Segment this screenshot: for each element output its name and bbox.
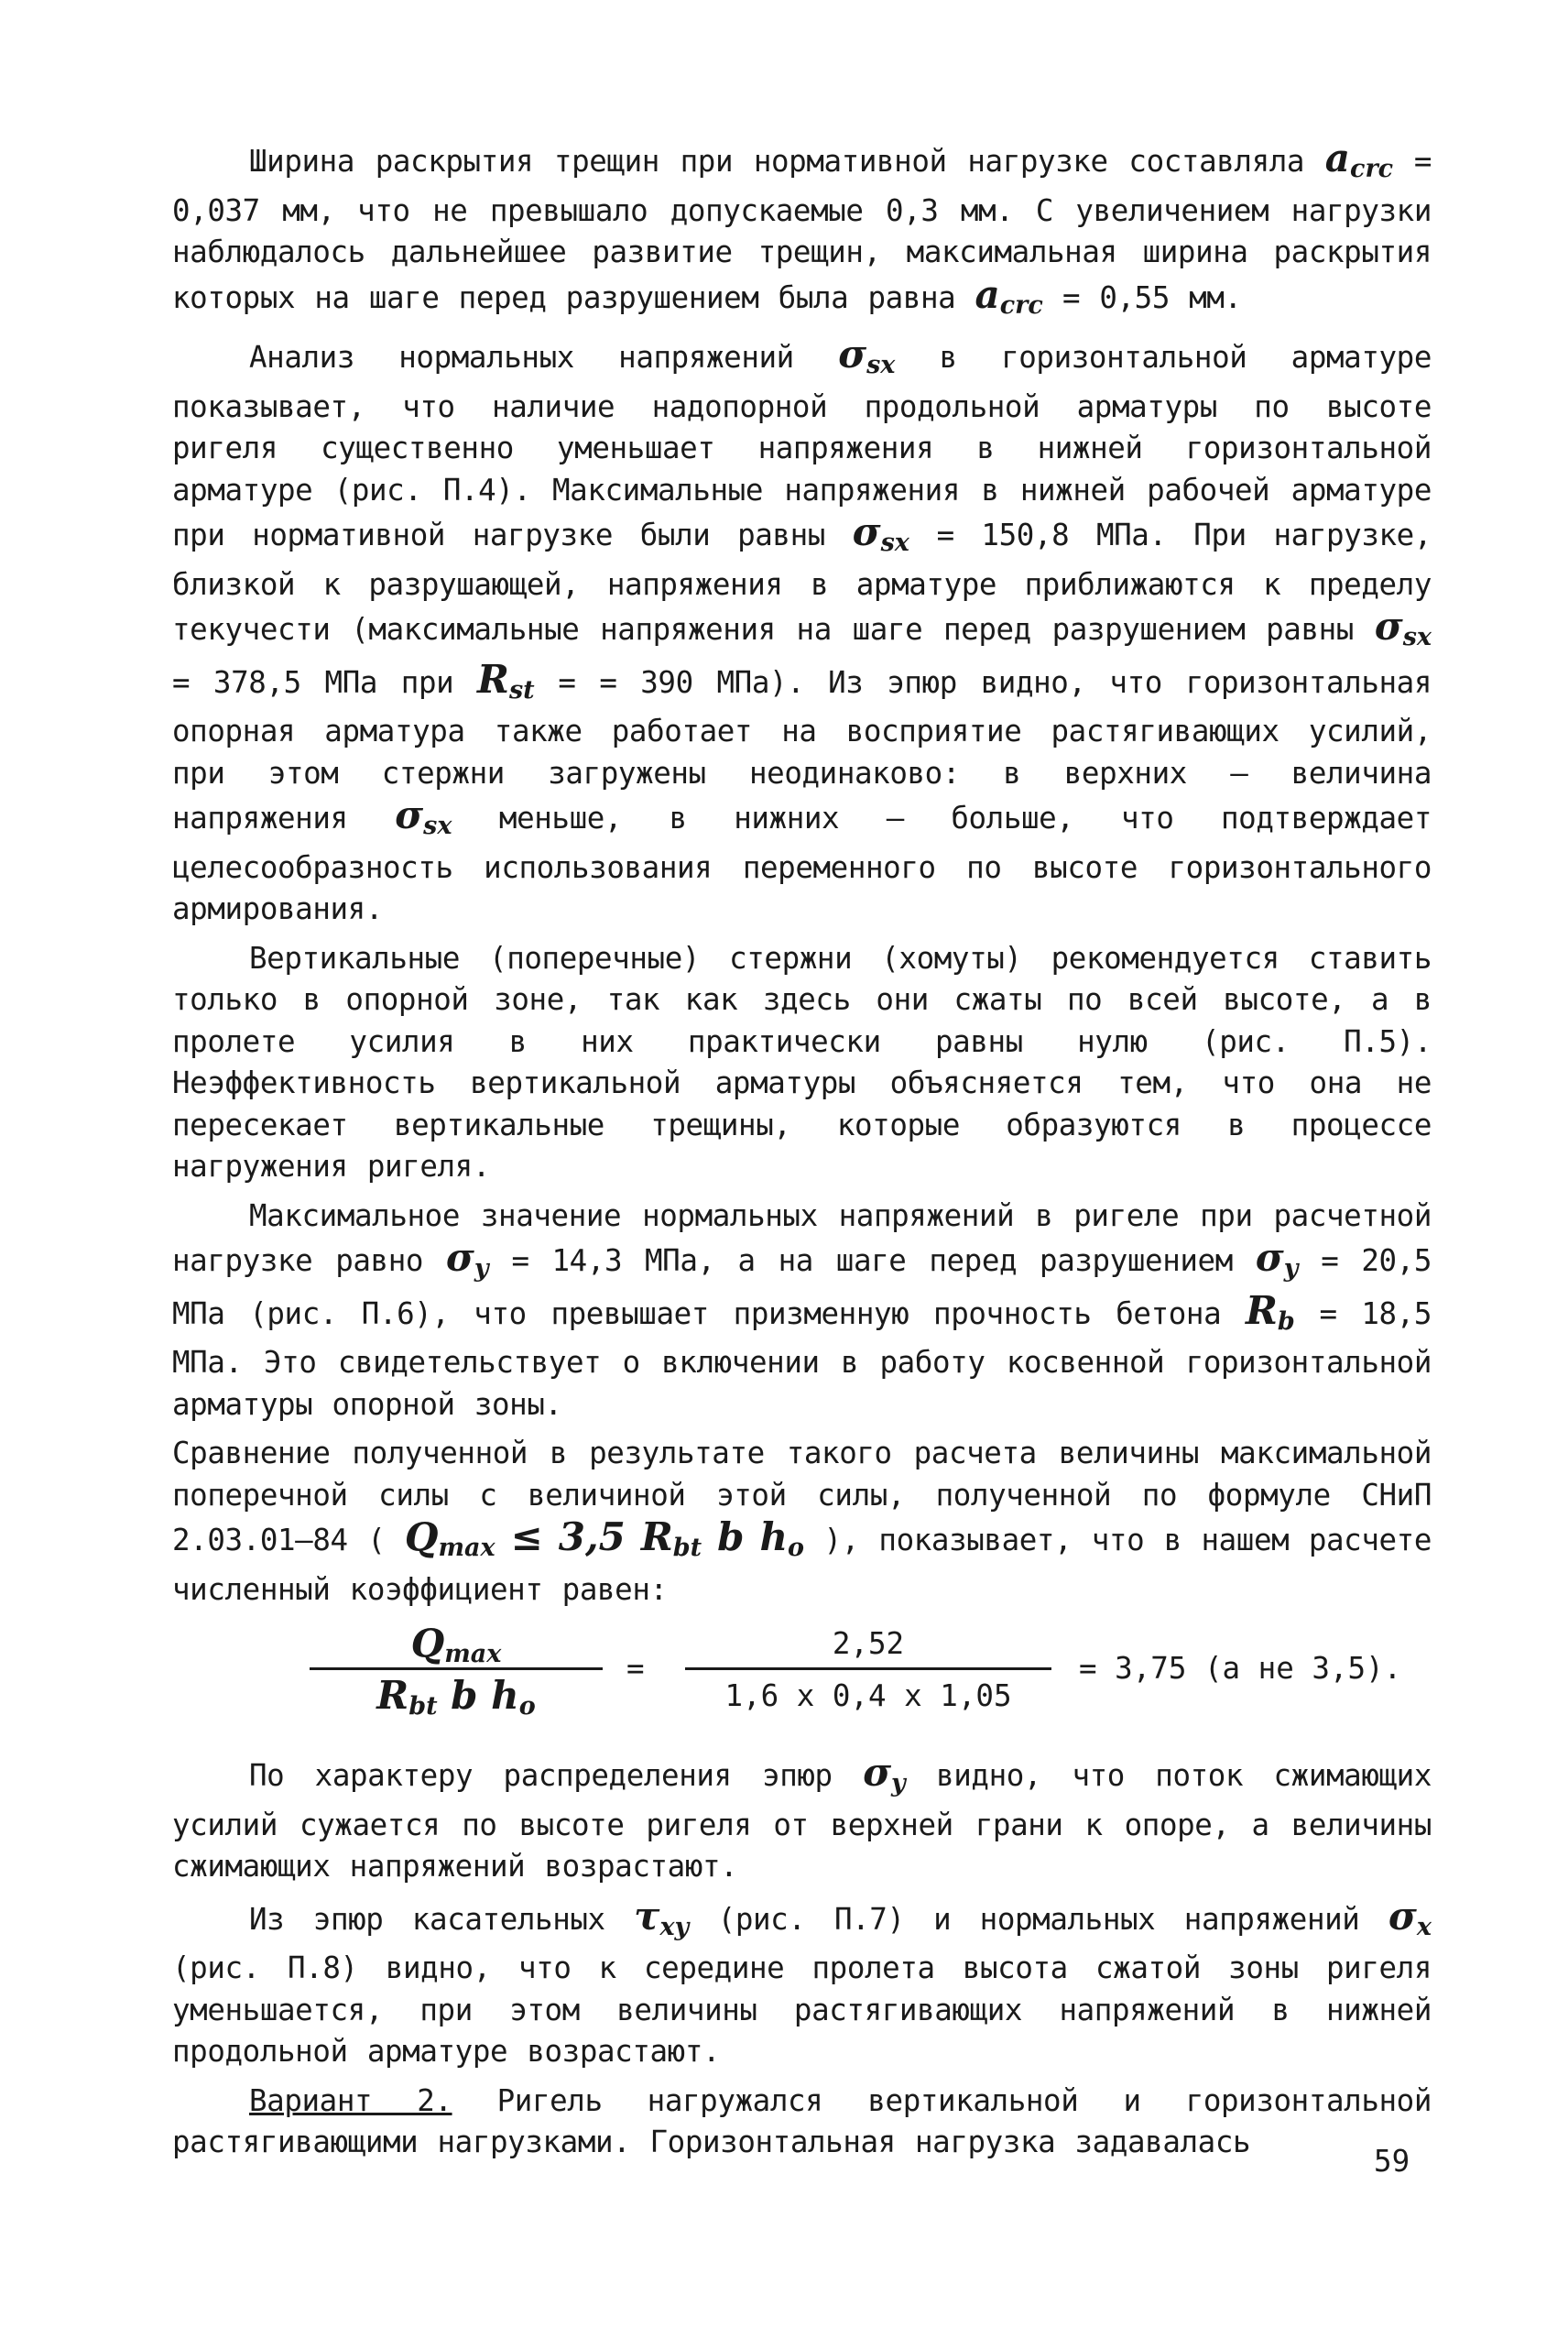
symbol-r-b: $R_b$ (1245, 1287, 1295, 1336)
text-run: (рис. П.8) видно, что к середине пролета высота сжатой зоны ригеля уменьшается, при этом величины растягивающих напряжений в нижней продольной арматуре возрастают. (172, 1950, 1432, 2069)
variant-label: Вариант 2. (249, 2082, 452, 2118)
text-run: меньше, в нижних – больше, что подтверждает целесообразность использования переменного по высоте горизонтального армирования. (172, 801, 1432, 926)
symbol-a-crc: $a_{crc}$ (1324, 136, 1394, 183)
coefficient-formula (172, 1620, 1432, 1730)
symbol-sigma-y: $\sigma_y$ (1255, 1235, 1299, 1283)
fraction-denominator: 1,6 x 0,4 x 1,05 (724, 1678, 1012, 1713)
formula-result: = 3,75 (а не 3,5). (1079, 1651, 1402, 1686)
fraction-numeric (685, 1620, 1051, 1721)
symbol-r-st: $R_{st}$ (477, 656, 535, 705)
paragraph-normal-stress-analysis (172, 333, 1432, 931)
symbol-tau-xy: $\tau_{xy}$ (634, 1893, 690, 1941)
text-run: = 378,5 МПа при (172, 664, 478, 700)
paragraph-max-normal-stress (172, 1196, 1432, 1426)
paragraph-crack-width (172, 137, 1432, 326)
text-run: Ширина раскрытия трещин при нормативной нагрузке составляла (249, 144, 1325, 179)
text-run: = 0,037 мм, что не превышало допускаемые 0,3 мм. С увеличением нагрузки наблюдалось дальнейшее развитие трещин, максимальная ширина раскрытия которых на шаге перед разрушением была равна (172, 144, 1432, 315)
symbol-sigma-sx: $\sigma_{sx}$ (838, 332, 896, 379)
paragraph-vertical-bars: Вертикальные (поперечные) стержни (хомуты) рекомендуется ставить только в опорной зоне, так как здесь они сжаты по всей высоте, а в пролете усилия в них практически равны нулю (рис. П.5). Неэффективность вертикальной арматуры объясняется тем, что она не пересекает вертикальные трещины, которые образуются в процессе нагружения ригеля. (172, 940, 1432, 1184)
text-run: = 14,3 МПа, а на шаге перед разрушением (488, 1243, 1256, 1278)
text-run: в горизонтальной арматуре показывает, что наличие надопорной продольной арматуры по высоте ригеля существенно уменьшает напряжения в нижней горизонтальной арматуре (рис. П.4). Максимальные напряжения в нижней рабочей арматуре при нормативной нагрузке были равны (172, 340, 1432, 552)
symbol-sigma-y: $\sigma_y$ (863, 1750, 906, 1797)
fraction-numerator: 2,52 (832, 1626, 905, 1661)
symbol-sigma-sx: $\sigma_{sx}$ (1374, 604, 1432, 651)
fraction-symbolic (310, 1620, 603, 1721)
paragraph-shear-comparison (172, 1433, 1432, 1611)
text-run: Анализ нормальных напряжений (249, 340, 839, 375)
equals-sign: = (626, 1651, 645, 1686)
symbol-sigma-sx: $\sigma_{sx}$ (852, 509, 909, 557)
paragraph-variant-2 (172, 2081, 1432, 2164)
text-run: Из эпюр касательных (249, 1901, 635, 1937)
symbol-sigma-sx: $\sigma_{sx}$ (395, 792, 452, 840)
page-number: 59 (1374, 2144, 1410, 2179)
text-run: (рис. П.7) и нормальных напряжений (689, 1901, 1388, 1937)
text-run: = = 390 МПа). Из эпюр видно, что горизонтальная опорная арматура также работает на восприятие растягивающих усилий, при этом стержни загружены неодинаково: в верхних – величина напряжения (172, 664, 1432, 836)
text-run: видно, что поток сжимающих усилий сужается по высоте ригеля от верхней грани к опоре, а величины сжимающих напряжений возрастают. (172, 1758, 1432, 1884)
symbol-sigma-x: $\sigma_x$ (1388, 1893, 1432, 1941)
text-run: = 18,5 МПа. Это свидетельствует о включении в работу косвенной горизонтальной арматуры опорной зоны. (172, 1295, 1432, 1422)
text-run: Сравнение полученной в результате такого расчета величины максимальной поперечной силы с величиной этой силы, полученной по формуле СНиП 2.03.01–84 ( (172, 1436, 1432, 1557)
document-page (172, 137, 1432, 2171)
text-run: = 20,5 МПа (рис. П.6), что превышает призменную прочность бетона (172, 1243, 1432, 1331)
text-run: По характеру распределения эпюр (249, 1758, 864, 1793)
formula-snip-inline: $Q_{max} \le 3,5$ $R_{bt}$ b $h_o$ (404, 1514, 805, 1562)
fraction-denominator: $R_{bt}$ b $h_o$ (376, 1673, 536, 1721)
symbol-a-crc: $a_{crc}$ (975, 271, 1043, 320)
text-run: ), показывает, что в нашем расчете численный коэффициент равен: (172, 1523, 1432, 1607)
text-run: = 0,55 мм. (1042, 279, 1242, 315)
symbol-sigma-y: $\sigma_y$ (445, 1235, 489, 1283)
text-run: Ригель нагружался вертикальной и горизонтальной растягивающими нагрузками. Горизонтальная нагрузка задавалась (172, 2082, 1432, 2159)
text-run: Максимальное значение нормальных напряжений в ригеле при расчетной нагрузке равно (172, 1197, 1432, 1278)
fraction-numerator: $Q_{max}$ (410, 1621, 502, 1668)
paragraph-shear-stress (172, 1895, 1432, 2073)
text-run: = 150,8 МПа. При нагрузке, близкой к разрушающей, напряжения в арматуре приближаются к пределу текучести (максимальные напряжения на шаге перед разрушением равны (172, 518, 1432, 647)
paragraph-compression-flow (172, 1752, 1432, 1888)
